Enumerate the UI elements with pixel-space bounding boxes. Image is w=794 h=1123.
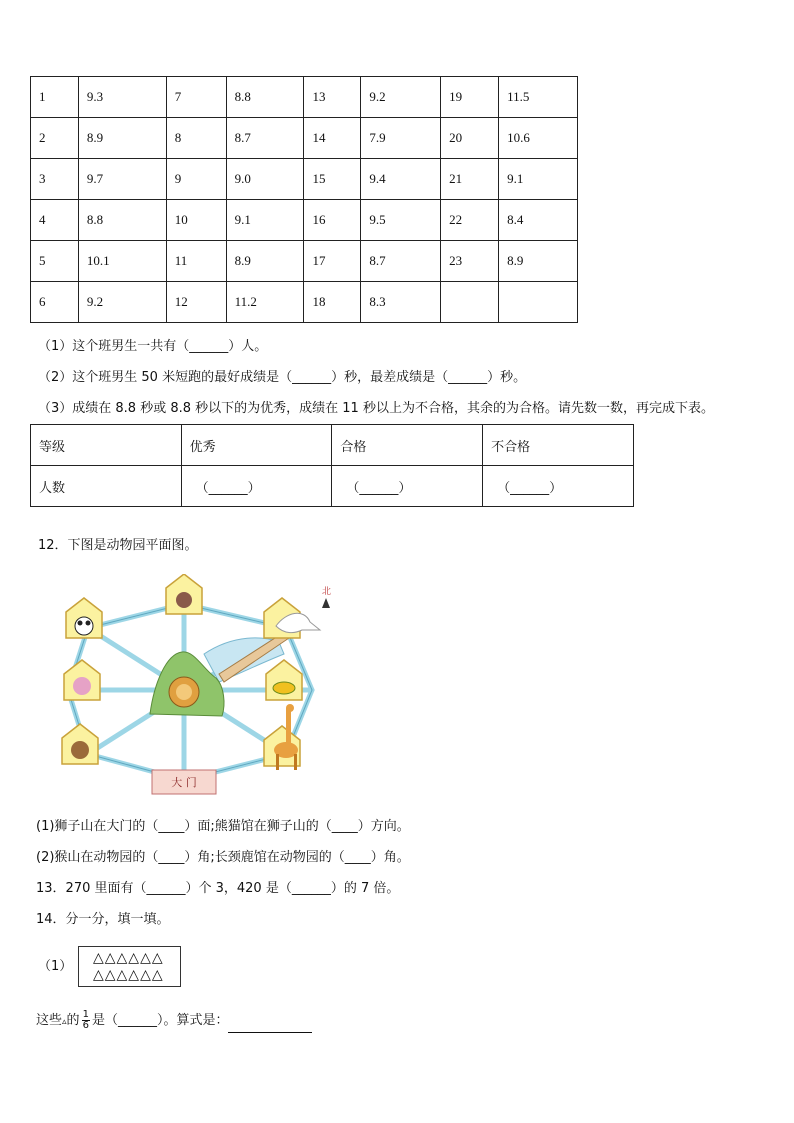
student-number-cell: 15	[304, 159, 361, 200]
student-number-cell: 1	[31, 77, 79, 118]
time-cell: 9.1	[226, 200, 304, 241]
time-cell: 9.7	[78, 159, 166, 200]
time-cell	[499, 282, 578, 323]
time-cell: 8.3	[361, 282, 441, 323]
student-number-cell: 6	[31, 282, 79, 323]
student-number-cell: 18	[304, 282, 361, 323]
student-number-cell: 23	[441, 241, 499, 282]
student-number-cell: 20	[441, 118, 499, 159]
fraction-one-sixth: $\frac{1}{6}$	[82, 1009, 89, 1031]
time-cell: 8.9	[78, 118, 166, 159]
q12-title: 12．下图是动物园平面图。	[38, 538, 198, 553]
time-cell: 10.6	[499, 118, 578, 159]
triangle-row-1: △△△△△△	[93, 950, 164, 966]
time-cell: 8.9	[226, 241, 304, 282]
student-number-cell: 13	[304, 77, 361, 118]
q12-sub1: (1)狮子山在大门的（____）面;熊猫馆在狮子山的（____）方向。	[36, 819, 410, 834]
zoo-map	[54, 574, 340, 800]
student-number-cell: 14	[304, 118, 361, 159]
grade-row-label: 人数	[31, 466, 182, 507]
grade-header-excellent: 优秀	[181, 425, 332, 466]
fish-icon	[273, 682, 295, 694]
table-row	[31, 241, 578, 282]
grade-blank-pass[interactable]: （______）	[332, 466, 483, 507]
monkey-icon	[71, 741, 89, 759]
time-cell: 9.4	[361, 159, 441, 200]
q14-answer: 这些▵的 $\frac{1}{6}$ 是（______）。算式是：	[36, 1010, 312, 1033]
time-cell: 9.2	[361, 77, 441, 118]
student-number-cell: 21	[441, 159, 499, 200]
student-number-cell: 5	[31, 241, 79, 282]
time-cell: 8.7	[226, 118, 304, 159]
gate-label: 大 门	[171, 776, 197, 789]
q14-title: 14．分一分，填一填。	[36, 912, 170, 927]
table-row	[31, 159, 578, 200]
q12-sub2: (2)猴山在动物园的（____）角;长颈鹿馆在动物园的（____）角。	[36, 850, 410, 865]
student-number-cell: 3	[31, 159, 79, 200]
grade-header-pass: 合格	[332, 425, 483, 466]
time-cell: 8.4	[499, 200, 578, 241]
time-cell: 9.5	[361, 200, 441, 241]
student-number-cell: 12	[166, 282, 226, 323]
table-row	[31, 118, 578, 159]
triangle-row-2: △△△△△△	[93, 967, 164, 983]
student-number-cell: 22	[441, 200, 499, 241]
grade-header-fail: 不合格	[483, 425, 634, 466]
time-cell: 9.0	[226, 159, 304, 200]
student-number-cell	[441, 282, 499, 323]
time-cell: 7.9	[361, 118, 441, 159]
student-number-cell: 17	[304, 241, 361, 282]
student-number-cell: 19	[441, 77, 499, 118]
time-cell: 9.2	[78, 282, 166, 323]
grade-blank-fail[interactable]: （______）	[483, 466, 634, 507]
time-cell: 9.3	[78, 77, 166, 118]
student-number-cell: 4	[31, 200, 79, 241]
elephant-icon	[73, 677, 91, 695]
triangle-box	[78, 946, 181, 987]
time-cell: 8.7	[361, 241, 441, 282]
student-number-cell: 7	[166, 77, 226, 118]
panda-icon	[75, 617, 93, 635]
table-row	[31, 282, 578, 323]
time-cell: 11.2	[226, 282, 304, 323]
gorilla-icon	[176, 592, 192, 608]
time-cell: 8.8	[78, 200, 166, 241]
student-number-cell: 10	[166, 200, 226, 241]
time-cell: 9.1	[499, 159, 578, 200]
time-cell: 8.9	[499, 241, 578, 282]
q11-sub3: （3）成绩在 8.8 秒或 8.8 秒以下的为优秀，成绩在 11 秒以上为不合格，其余的为合格。请先数一数，再完成下表。	[38, 401, 714, 416]
grade-header-level: 等级	[31, 425, 182, 466]
time-cell: 11.5	[499, 77, 578, 118]
q13-text: 13．270 里面有（______）个 3，420 是（______）的 7 倍。	[36, 881, 400, 896]
q11-sub1: （1）这个班男生一共有（______）人。	[38, 339, 268, 354]
grade-blank-excellent[interactable]: （______）	[181, 466, 332, 507]
score-table	[30, 76, 578, 323]
formula-blank[interactable]	[228, 1018, 312, 1033]
table-row	[31, 77, 578, 118]
grade-table	[30, 424, 634, 507]
student-number-cell: 11	[166, 241, 226, 282]
q11-sub2: （2）这个班男生 50 米短跑的最好成绩是（______）秒，最差成绩是（______）秒。	[38, 370, 527, 385]
table-row	[31, 200, 578, 241]
student-number-cell: 16	[304, 200, 361, 241]
north-label: 北	[322, 587, 332, 597]
q14-label: （1）	[38, 959, 73, 974]
student-number-cell: 2	[31, 118, 79, 159]
north-arrow-icon	[322, 598, 330, 608]
student-number-cell: 8	[166, 118, 226, 159]
time-cell: 8.8	[226, 77, 304, 118]
time-cell: 10.1	[78, 241, 166, 282]
student-number-cell: 9	[166, 159, 226, 200]
small-triangle-icon: ▵	[62, 1017, 67, 1027]
